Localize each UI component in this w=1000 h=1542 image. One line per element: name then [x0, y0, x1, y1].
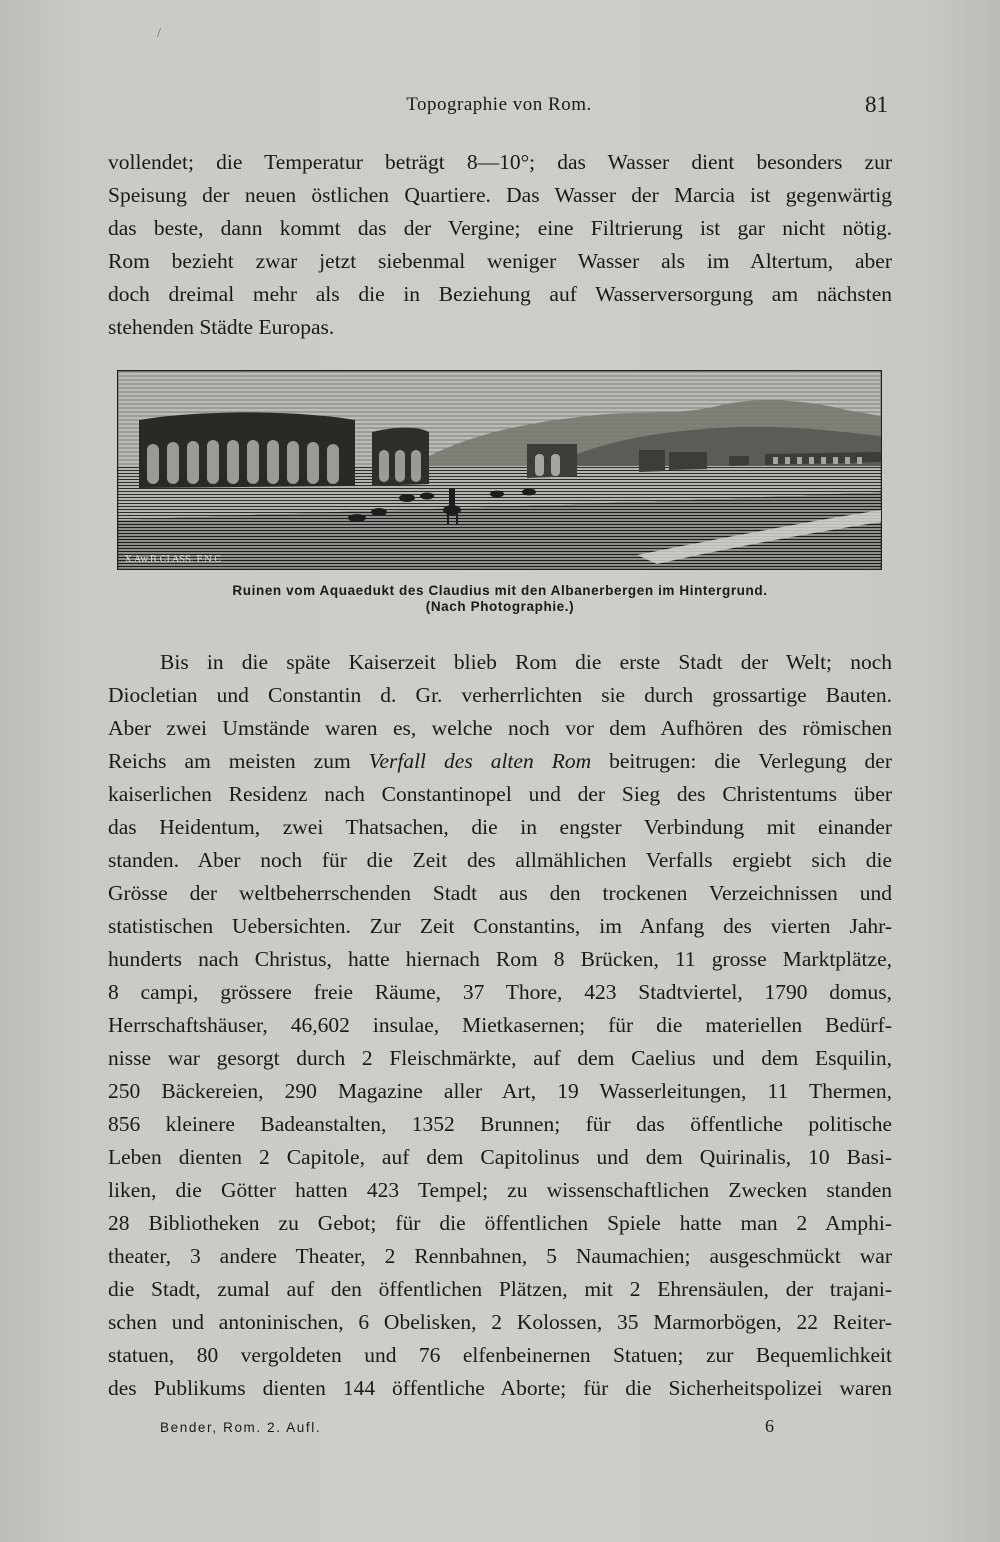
- margin-mark: /: [157, 26, 161, 41]
- text-line: Diocletian und Constantin d. Gr. verherrlichten sie durch grossartige Bauten.: [108, 683, 892, 707]
- text-line: 250 Bäckereien, 290 Magazine aller Art, 19 Wasserleitungen, 11 Thermen,: [108, 1079, 892, 1103]
- page-header: [108, 92, 890, 124]
- text-line: das beste, dann kommt das der Vergine; eine Filtrierung ist gar nicht nötig.: [108, 216, 892, 240]
- text-line: vollendet; die Temperatur beträgt 8—10°; das Wasser dient besonders zur: [108, 150, 892, 174]
- text-line: kaiserlichen Residenz nach Constantinopel und der Sieg des Christentums über: [108, 782, 892, 806]
- text-line: statistischen Uebersichten. Zur Zeit Constantins, im Anfang des vierten Jahr-: [108, 914, 892, 938]
- text-line: standen. Aber noch für die Zeit des allmählichen Verfalls ergiebt sich die: [108, 848, 892, 872]
- text-line-with-emphasis: [108, 745, 892, 778]
- running-title: Topographie von Rom.: [406, 94, 592, 115]
- text-line: 856 kleinere Badeanstalten, 1352 Brunnen; für das öffentliche politische: [108, 1112, 892, 1136]
- paragraph-2: [108, 646, 892, 1405]
- text-line: schen und antoninischen, 6 Obelisken, 2 Kolossen, 35 Marmorbögen, 22 Reiter-: [108, 1310, 892, 1334]
- text-line: Herrschaftshäuser, 46,602 insulae, Mietkasernen; für die materiellen Bedürf-: [108, 1013, 892, 1037]
- text-line: Leben dienten 2 Capitole, auf dem Capitolinus und dem Quirinalis, 10 Basi-: [108, 1145, 892, 1169]
- text-line: Aber zwei Umstände waren es, welche noch vor dem Aufhören des römischen: [108, 716, 892, 740]
- text-line: die Stadt, zumal auf den öffentlichen Plätzen, mit 2 Ehrensäulen, der trajani-: [108, 1277, 892, 1301]
- text-line: nisse war gesorgt durch 2 Fleischmärkte, auf dem Caelius und dem Esquilin,: [108, 1046, 892, 1070]
- text-line: liken, die Götter hatten 423 Tempel; zu wissenschaftlichen Zwecken standen: [108, 1178, 892, 1202]
- text-line: 28 Bibliotheken zu Gebot; für die öffentlichen Spiele hatte man 2 Amphi-: [108, 1211, 892, 1235]
- figure-caption-source: (Nach Photographie.): [425, 599, 575, 614]
- text-line: Speisung der neuen östlichen Quartiere. Das Wasser der Marcia ist gegenwärtig: [108, 183, 892, 207]
- text-line: stehenden Städte Europas.: [108, 315, 335, 339]
- text-line: Grösse der weltbeherrschenden Stadt aus den trockenen Verzeichnissen und: [108, 881, 892, 905]
- aqueduct-engraving: [117, 370, 882, 570]
- figure-caption: Ruinen vom Aquaedukt des Claudius mit den Albanerbergen im Hintergrund.: [232, 583, 768, 598]
- text-segment: beitrugen: die Verlegung der: [591, 749, 893, 773]
- text-line: doch dreimal mehr als die in Beziehung auf Wasserversorgung am nächsten: [108, 282, 892, 306]
- text-line: hunderts nach Christus, hatte hiernach Rom 8 Brücken, 11 grosse Marktplätze,: [108, 947, 892, 971]
- paragraph-1: [108, 146, 892, 344]
- text-line: 8 campi, grössere freie Räume, 37 Thore, 423 Stadtviertel, 1790 domus,: [108, 980, 892, 1004]
- text-segment: Reichs am meisten zum: [108, 749, 369, 773]
- text-line: des Publikums dienten 144 öffentliche Aborte; für die Sicherheitspolizei waren: [108, 1376, 892, 1400]
- text-line: theater, 3 andere Theater, 2 Rennbahnen, 5 Naumachien; ausgeschmückt war: [108, 1244, 892, 1268]
- sheet-signature: 6: [765, 1416, 774, 1436]
- text-line: statuen, 80 vergoldeten und 76 elfenbeinernen Statuen; zur Bequemlichkeit: [108, 1343, 892, 1367]
- text-line: das Heidentum, zwei Thatsachen, die in engster Verbindung mit einander: [108, 815, 892, 839]
- engraver-signature: X.Aw.R.CLASS. F.N.C: [125, 555, 222, 565]
- text-line: Rom bezieht zwar jetzt siebenmal weniger Wasser als im Altertum, aber: [108, 249, 892, 273]
- text-line: Bis in die späte Kaiserzeit blieb Rom die erste Stadt der Welt; noch: [160, 650, 892, 674]
- printer-signature: Bender, Rom. 2. Aufl.: [160, 1420, 322, 1435]
- page-number: 81: [865, 92, 888, 117]
- emphasis-text: Verfall des alten Rom: [368, 749, 592, 773]
